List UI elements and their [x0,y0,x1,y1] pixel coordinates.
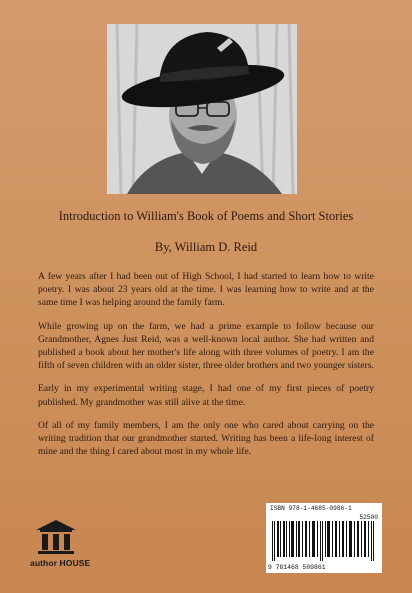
author-byline: By, William D. Reid [154,240,258,254]
paragraph: Of all of my family members, I am the only one who cared about carrying on the writing tradition that our grandmother started. Writing has been a life-long interest of mine and the thing I cared about most in my whole life. [38,419,374,458]
price-code: 52500 [359,514,378,521]
barcode-bars [272,521,376,561]
isbn-barcode [266,503,382,573]
publisher-logo [30,520,110,580]
isbn-number: ISBN 978-1-4685-0986-1 [270,505,352,512]
building-icon [36,520,76,559]
paragraph: Early in my experimental writing stage, I had one of my first pieces of poetry published. My grandmother was still alive at the time. [38,383,374,408]
paragraph: While growing up on the farm, we had a prime example to follow because our Grandmother, Agnes Just Reid, was a well-known local author. She had written and published a book about her mother's life along with three volumes of poetry. I am the fifth of seven children with an older sister, three older brothers and two younger sisters. [38,320,374,372]
author-photo [107,24,297,194]
barcode-digits: 9 781468 509861 [268,564,326,571]
introduction-text [38,270,374,468]
paragraph: A few years after I had been out of High School, I had started to learn how to write poetry. I was about 23 years old at the time. I was learning how to write and at the same time I was helping around the family farm. [38,271,374,309]
publisher-name: author HOUSE [30,558,91,568]
book-title: Introduction to William's Book of Poems and Short Stories [58,209,354,223]
